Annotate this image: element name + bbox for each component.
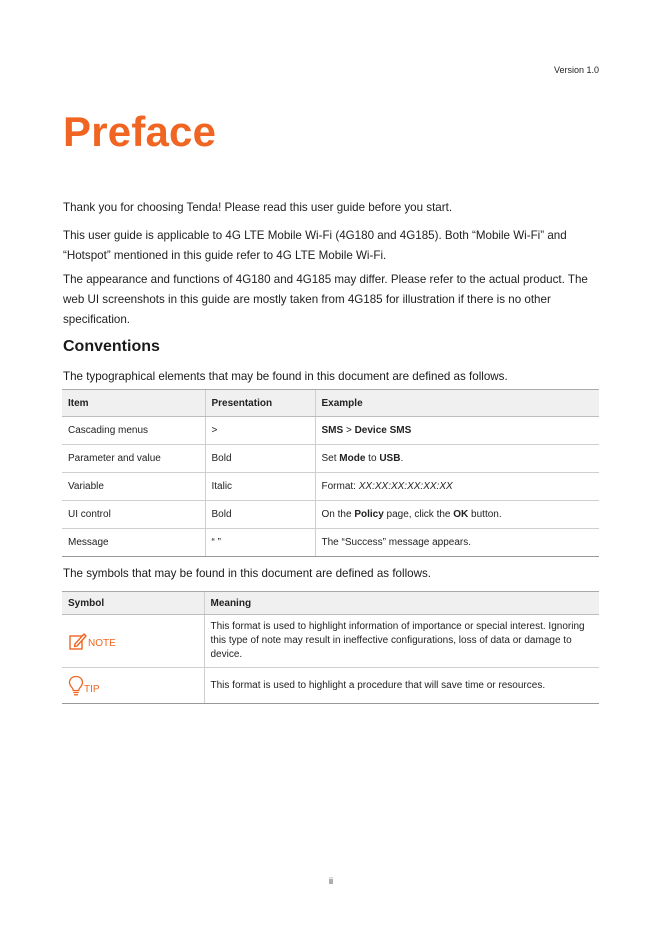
example-text: button. — [468, 509, 502, 520]
meaning-cell: This format is used to highlight a procedure that will save time or resources. — [204, 668, 599, 704]
column-header: Symbol — [62, 592, 204, 615]
example-bold: SMS — [321, 425, 344, 436]
symbol-table — [62, 591, 599, 704]
item-cell: Variable — [62, 473, 205, 501]
presentation-cell: Italic — [205, 473, 315, 501]
typography-intro: The typographical elements that may be found in this document are defined as follows. — [63, 370, 508, 383]
table-row — [62, 615, 599, 668]
presentation-cell: Bold — [205, 501, 315, 529]
example-cell — [315, 501, 599, 529]
appearance-paragraph: The appearance and functions of 4G180 and 4G185 may differ. Please refer to the actual product. The web UI screenshots in this guide are mostly taken from 4G185 for illustration if there is no other specification. — [63, 273, 588, 326]
table-header-row — [62, 390, 599, 417]
example-text: to — [365, 453, 380, 464]
page-number: ii — [329, 876, 333, 886]
conventions-heading: Conventions — [63, 338, 160, 355]
table-row — [62, 417, 599, 445]
example-cell — [315, 473, 599, 501]
example-text: Set — [321, 453, 340, 464]
example-text: page, click the — [383, 509, 454, 520]
applicability-paragraph: This user guide is applicable to 4G LTE Mobile Wi-Fi (4G180 and 4G185). Both “Mobile Wi-Fi” and “Hotspot” mentioned in this guide refer to 4G LTE Mobile Wi-Fi. — [63, 229, 567, 262]
table-row — [62, 529, 599, 557]
example-bold: Device SMS — [354, 425, 412, 436]
tip-icon — [68, 675, 84, 697]
note-label: NOTE — [88, 638, 116, 649]
column-header: Meaning — [204, 592, 599, 615]
item-cell: UI control — [62, 501, 205, 529]
tip-label: TIP — [84, 683, 100, 695]
column-header: Example — [315, 390, 599, 417]
meaning-cell: This format is used to highlight information of importance or special interest. Ignoring this type of note may result in ineffective configurations, loss of data or damage to device. — [204, 615, 599, 668]
note-icon — [68, 631, 88, 651]
column-header: Presentation — [205, 390, 315, 417]
example-bold: OK — [453, 509, 469, 520]
example-cell — [315, 417, 599, 445]
page-title: Preface — [63, 108, 217, 155]
symbol-intro: The symbols that may be found in this document are defined as follows. — [63, 567, 431, 580]
example-italic: XX:XX:XX:XX:XX:XX — [358, 481, 453, 492]
presentation-cell: > — [205, 417, 315, 445]
table-row — [62, 668, 599, 704]
presentation-cell: “ ” — [205, 529, 315, 557]
symbol-cell — [62, 615, 204, 668]
presentation-cell: Bold — [205, 445, 315, 473]
typography-table — [62, 389, 599, 557]
example-cell: The “Success” message appears. — [315, 529, 599, 557]
table-row — [62, 473, 599, 501]
example-bold: Policy — [354, 509, 384, 520]
example-text: Format: — [321, 481, 359, 492]
item-cell: Cascading menus — [62, 417, 205, 445]
example-text: . — [400, 453, 404, 464]
table-header-row — [62, 592, 599, 615]
table-row — [62, 445, 599, 473]
intro-paragraph: Thank you for choosing Tenda! Please read this user guide before you start. — [63, 201, 453, 214]
example-text: > — [343, 425, 355, 436]
column-header: Item — [62, 390, 205, 417]
item-cell: Message — [62, 529, 205, 557]
example-bold: USB — [379, 453, 401, 464]
symbol-cell — [62, 668, 204, 704]
version-label: Version 1.0 — [553, 65, 599, 75]
example-cell — [315, 445, 599, 473]
example-text: On the — [321, 509, 355, 520]
example-bold: Mode — [339, 453, 366, 464]
table-row — [62, 501, 599, 529]
item-cell: Parameter and value — [62, 445, 205, 473]
